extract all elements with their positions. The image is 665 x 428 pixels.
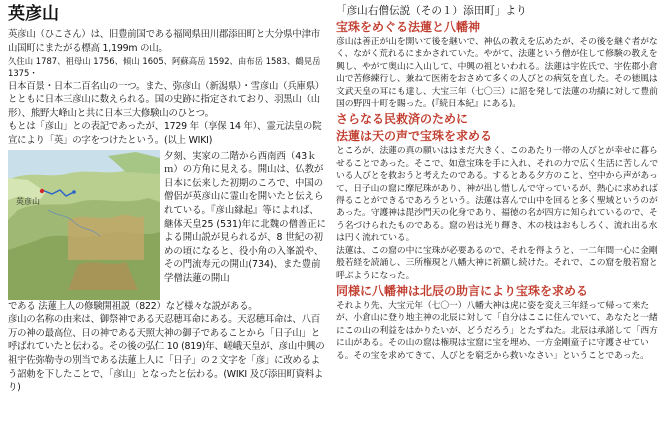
map-side-paragraph: 夕刻、実家の二階から西南西（43ｋｍ）の方角に見える。開山は、仏教が日本に伝来した初期のころで、中国の僧侶が英彦山に霊山を開いたと伝えられている。『彦山縁起』等によれば、継体天皇25 (531)年に北魏の僧善正による開山説が見られるが、8 世紀の初めの頃になると、役小角の入峯説や、その門流寿元の開山(734)、また豊前学僧法蓮の開山 (164, 150, 326, 284)
section-heading-salvation: さらなる民救済のために (336, 112, 469, 127)
history-paragraph: 彦山は善正が山を開いて後を継いで、神仏の教えを広めたが、その後を継ぐ者がなく、ながく荒れるにまかされていた。やがて、法蓮という僧が住して修験の教えを興し、やがて奥山に入山して、中興の祖といわれる。法蓮は宇佐氏で、宇佐郡小倉山で苦修練行し、兼ねて医術をおさめて多くの人びとの病気を直した。その徳風は文武天皇の耳にも達し、大宝三年（七〇三）に詔を発して法蓮の功績に対して豊前国の野四十町を賜った。(『続日本紀』にある)。 (336, 37, 658, 110)
intro-paragraph: 英彦山（ひこさん）は、旧豊前国である福岡県田川郡添田町と大分県中津市山国町にまたがる標高 1,199m の山。 (8, 29, 320, 54)
name-origin-paragraph: 彦山の名称の由来は、御祭神である天忍穂耳命にある。天忍穂耳命は、八百万の神の最高位、日の神である天照大神の御子であることから「日子山」と呼ばれていたと伝わる。その後の弘仁 10 (819)年、嵯峨天皇が、彦山中興の祖宇佐弥勒寺の別当である法蓮上人に「日子」の２文字を「彦」に改めるよう詔勅を下したことで、「彦山」となったと伝わる。(WIKI 及び添田町資料より) (8, 314, 325, 394)
page-title: 英彦山 (8, 4, 59, 24)
mountain-heights-list: 久住山 1787、祖母山 1756、傾山 1605、阿蘇高岳 1592、由布岳 1583、鶴見岳1375・ (8, 56, 321, 79)
relief-map-image (8, 150, 160, 300)
heaven-voice-paragraph: ところが、法蓮の真の願いははまだ大きく、このあたり一帯の人びとが幸せに暮らせることであった。そこで、如意宝珠を手に入れ、それの力で広く生活に苦しんでいる人びとを救おうと考えたのである。するとある夕方のこと、空中から声があって、日子山の窟に摩尼珠があり、神が出し惜しんで守っているが、熱心に求めれば得ることができるであろうという。法蓮は喜んで山中を回ると多く聖域というのがあった。守護神は毘沙門天の化身であり、福徳の名が四方に知られているので、そう名づけられたものである。窟の岩は光り輝き、木の枝はおもしろく、流れ出る水は円く流れている。 (336, 146, 659, 244)
source-header: 「彦山右僧伝説（その１）添田町」より (336, 5, 527, 17)
section-heading-hachiman: 同様に八幡神は北辰の助言により宝珠を求める (336, 283, 589, 298)
section-heading-heaven-voice: 法蓮は天の声で宝珠を求める (336, 129, 493, 144)
left-column (8, 4, 326, 424)
name-history-paragraph: もとは「彦山」との表記であったが、1729 年（享保 14 年）、霊元法皇の院宣により「英」の字をつけたという。(以上 WIKI) (8, 121, 322, 146)
cave-paragraph: 法蓮は、この窟の中に宝珠が必要あるので、それを得ようと、一二年間一心に金剛般若経を読誦し、三所権現と八幡大神に祈願し続けた。それで、この窟を般若窟と呼ぶようになった。 (336, 245, 658, 281)
hachiman-paragraph: それより先、大宝元年（七〇一）八幡大神は虎に姿を変え三年経って帰って来たが、小倉山に登り地主神の北辰に対して「自分はここに住んでいて、あなたと一緒にこの山の利益をはかりたいが、どうだろう」とたずねた。北辰は承諾して「西方に山がある。その山の窟は権現は宝窟に宝を埋め、一方金剛童子に守護させている。その宝を求めてきて、人びとを窮乏から救いなさい」ということであった。 (336, 300, 658, 361)
relief-map-graphic (8, 150, 160, 300)
section-heading-treasure: 宝珠をめぐる法蓮と八幡神 (336, 20, 481, 34)
famous-mountain-paragraph: 日本百景・日本二百名山の一つ。また、弥彦山（新潟県）・雪彦山（兵庫県）とともに日本三彦山に数えられる。国の史跡に指定されており、羽黒山（山形）、熊野大峰山と共に日本三大修験山のひとつ。 (8, 80, 325, 119)
right-column (336, 4, 661, 424)
map-section (8, 150, 326, 300)
founder-paragraph: である 法蓮上人の修験開祖説（822）など様々な説がある。 (8, 300, 258, 312)
map-label: 英彦山 (16, 196, 40, 206)
